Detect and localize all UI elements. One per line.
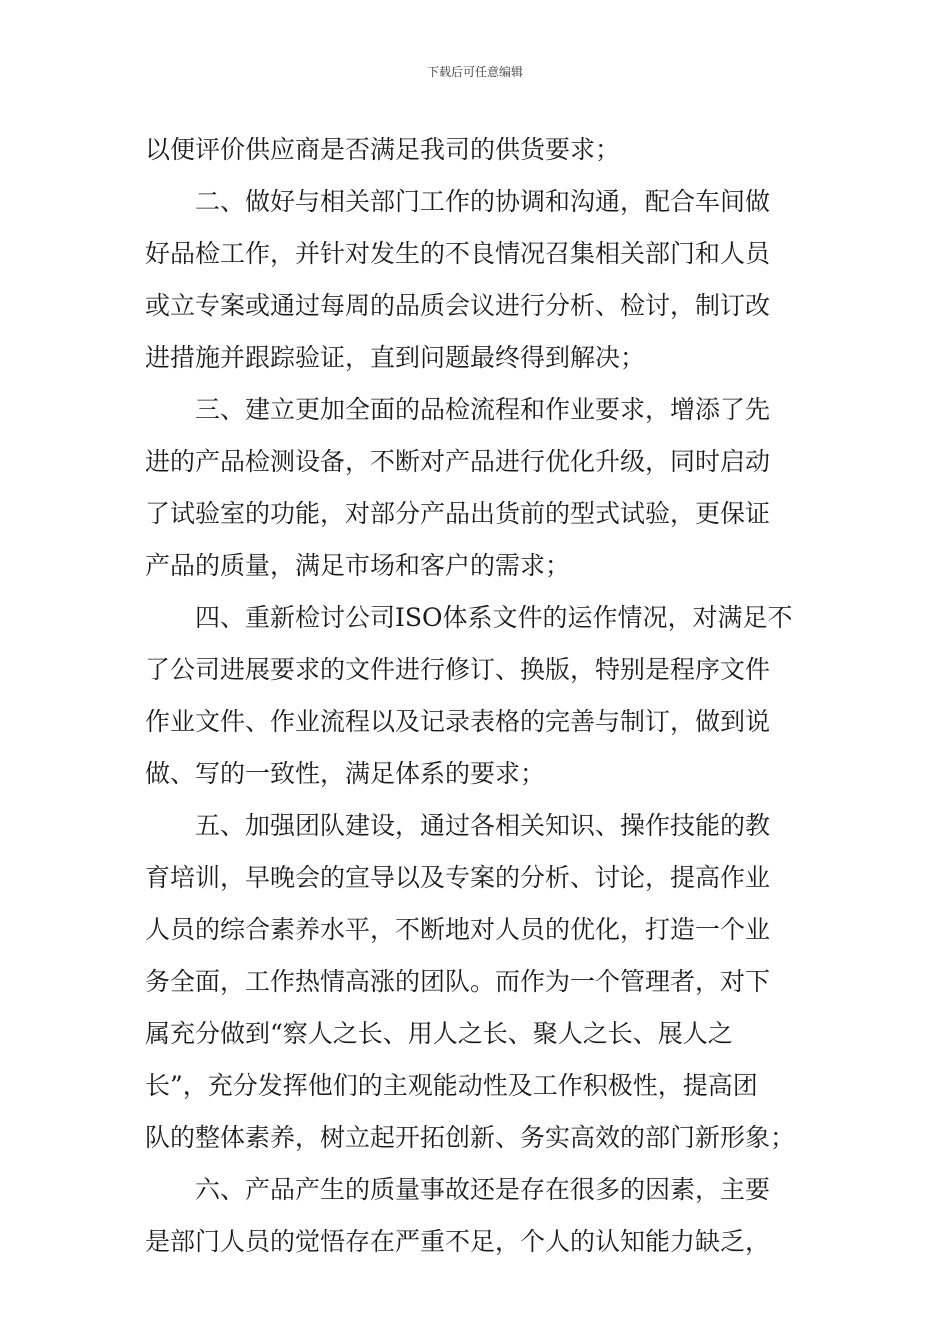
text-line: 产品的质量，满足市场和客户的需求； <box>145 551 571 580</box>
text-line: 二、做好与相关部门工作的协调和沟通，配合车间做 <box>195 187 771 216</box>
text-line: 好品检工作，并针对发生的不良情况召集相关部门和人员 <box>145 239 771 268</box>
document-body <box>145 124 810 1268</box>
text-line: 了公司进展要求的文件进行修订、换版，特别是程序文件 <box>145 655 771 684</box>
text-line: 进措施并跟踪验证，直到问题最终得到解决； <box>145 343 646 372</box>
text-line: 做、写的一致性，满足体系的要求； <box>145 759 546 788</box>
text-line: 队的整体素养，树立起开拓创新、务实高效的部门新形象； <box>145 1123 796 1152</box>
text-line: 进的产品检测设备，不断对产品进行优化升级，同时启动 <box>145 447 771 476</box>
text-line: 或立专案或通过每周的品质会议进行分析、检讨，制订改 <box>145 291 771 320</box>
text-line: 人员的综合素养水平，不断地对人员的优化，打造一个业 <box>145 915 771 944</box>
text-line: 四、重新检讨公司ISO体系文件的运作情况，对满足不 <box>195 603 793 632</box>
text-line: 是部门人员的觉悟存在严重不足，个人的认知能力缺乏， <box>145 1227 771 1256</box>
text-line: 五、加强团队建设，通过各相关知识、操作技能的教 <box>195 811 771 840</box>
text-line: 六、产品产生的质量事故还是存在很多的因素，主要 <box>195 1175 771 1204</box>
text-line: 长”，充分发挥他们的主观能动性及工作积极性，提高团 <box>145 1071 758 1100</box>
text-line: 作业文件、作业流程以及记录表格的完善与制订，做到说 <box>145 707 771 736</box>
text-line: 育培训，早晚会的宣导以及专案的分析、讨论，提高作业 <box>145 863 771 892</box>
page-header: 下载后可任意编辑 <box>426 65 523 79</box>
text-line: 了试验室的功能，对部分产品出货前的型式试验，更保证 <box>145 499 771 528</box>
text-line: 务全面，工作热情高涨的团队。而作为一个管理者，对下 <box>145 967 771 996</box>
text-line: 三、建立更加全面的品检流程和作业要求，增添了先 <box>195 395 771 424</box>
text-line: 属充分做到“察人之长、用人之长、聚人之长、展人之 <box>145 1019 733 1048</box>
text-line: 以便评价供应商是否满足我司的供货要求； <box>145 135 621 164</box>
